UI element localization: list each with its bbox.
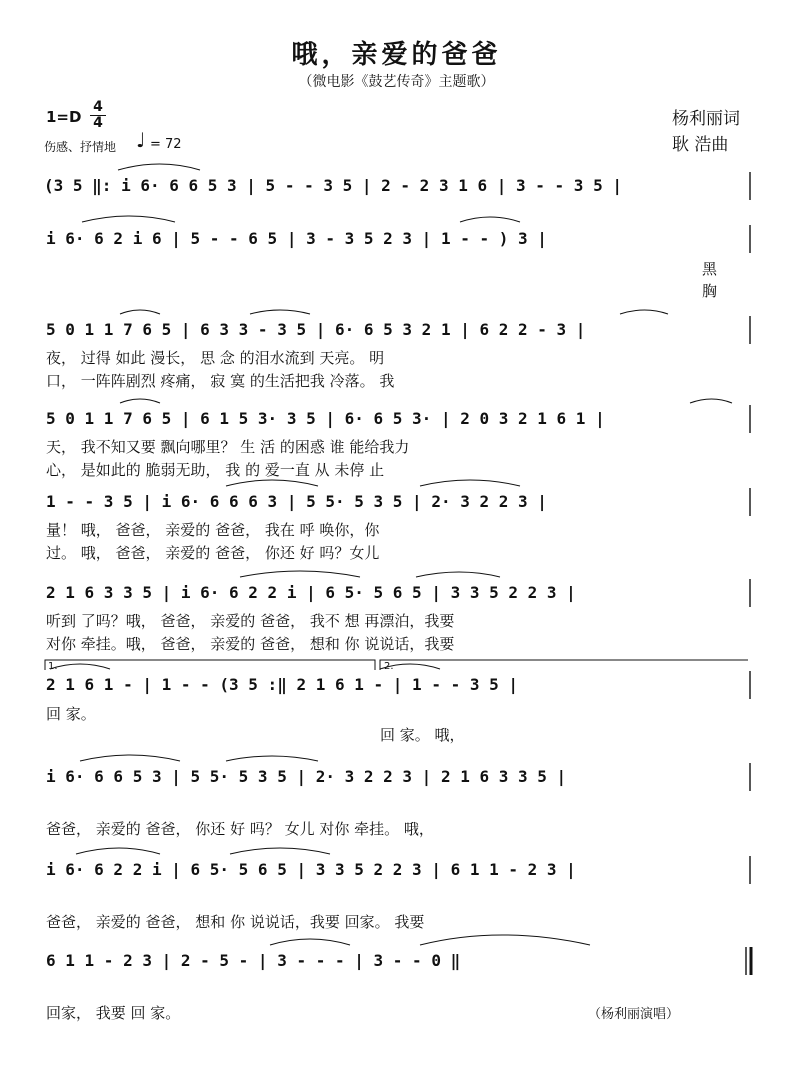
volta-1: 1.: [48, 661, 58, 672]
meter-top: 4: [93, 99, 103, 115]
staff-line-10: 6 1 1 - 2 3 | 2 - 5 - | 3 - - - | 3 - - 0 ‖: [46, 951, 461, 970]
staff-line-8: i 6· 6 6 5 3 | 5 5· 5 3 5 | 2· 3 2 2 3 | 2 1 6 3 3 5 |: [46, 767, 567, 786]
lyricist: 杨利丽词: [672, 109, 740, 129]
song-title: 哦，亲爱的爸爸: [291, 40, 502, 70]
staff-line-5: 1 - - 3 5 | i 6· 6 6 6 3 | 5 5· 5 3 5 | 2· 3 2 2 3 |: [46, 492, 547, 511]
expression-mark: 伤感、抒情地: [44, 140, 117, 154]
staff-line-4: 5 0 1 1 7 6 5 | 6 1 5 3· 3 5 | 6· 6 5 3· | 2 0 3 2 1 6 1 |: [46, 409, 605, 428]
staff-line-3: 5 0 1 1 7 6 5 | 6 3 3 - 3 5 | 6· 6 5 3 2 1 | 6 2 2 - 3 |: [46, 320, 586, 339]
lyric-line-2a: 黑: [702, 260, 718, 278]
staff-line-6: 2 1 6 3 3 5 | i 6· 6 2 2 i | 6 5· 5 6 5 | 3 3 5 2 2 3 |: [46, 583, 576, 602]
lyric-line-8: 爸爸， 亲爱的 爸爸， 你还 好 吗？ 女儿 对你 牵挂。 哦，: [46, 820, 434, 838]
lyric-line-5a: 量！ 哦， 爸爸， 亲爱的 爸爸， 我在 呼 唤你，你: [46, 521, 380, 539]
lyric-line-5b: 过。 哦， 爸爸， 亲爱的 爸爸， 你还 好 吗？女儿: [46, 544, 380, 562]
lyric-line-7b: 回 家。 哦，: [380, 726, 465, 744]
staff-line-7: 2 1 6 1 - | 1 - - (3 5 :‖ 2 1 6 1 - | 1 - - 3 5 |: [46, 675, 519, 694]
performer-credit: （杨利丽演唱）: [588, 1007, 680, 1022]
lyric-line-4b: 心， 是如此的 脆弱无助， 我 的 爱一直 从 未停 止: [46, 461, 385, 479]
staff-line-9: i 6· 6 2 2 i | 6 5· 5 6 5 | 3 3 5 2 2 3 | 6 1 1 - 2 3 |: [46, 860, 576, 879]
tempo-mark: = 72: [150, 137, 182, 152]
bar-lines: [746, 172, 751, 975]
lyric-line-3a: 夜， 过得 如此 漫长， 思 念 的泪水流到 天亮。 明: [46, 349, 385, 367]
slurs: [50, 164, 732, 945]
lyric-line-6b: 对你 牵挂。哦， 爸爸， 亲爱的 爸爸， 想和 你 说说话，我要: [46, 635, 455, 653]
key-signature: 1=D: [46, 108, 82, 126]
song-subtitle: （微电影《鼓艺传奇》主题歌）: [298, 74, 495, 90]
lyric-line-6a: 听到 了吗？哦， 爸爸， 亲爱的 爸爸， 我不 想 再漂泊，我要: [46, 612, 455, 630]
meter-bottom: 4: [90, 115, 106, 131]
lyric-line-10: 回家， 我要 回 家。: [46, 1004, 181, 1022]
volta-2: 2.: [384, 661, 394, 672]
lyric-line-3b: 口， 一阵阵剧烈 疼痛， 寂 寞 的生活把我 冷落。 我: [46, 372, 395, 390]
lyric-line-9: 爸爸， 亲爱的 爸爸， 想和 你 说说话，我要 回家。 我要: [46, 913, 425, 931]
quarter-note-icon: ♩: [136, 128, 146, 152]
staff-line-1: (3 5 ‖: i 6· 6 6 5 3 | 5 - - 3 5 | 2 - 2 3 1 6 | 3 - - 3 5 |: [44, 176, 622, 195]
lyric-line-4a: 天， 我不知又要 飘向哪里？ 生 活 的困惑 谁 能给我力: [46, 438, 410, 456]
lyric-line-2b: 胸: [702, 282, 718, 300]
composer: 耿 浩曲: [672, 135, 729, 155]
staff-line-2: i 6· 6 2 i 6 | 5 - - 6 5 | 3 - 3 5 2 3 | 1 - - ) 3 |: [46, 229, 547, 248]
lyric-line-7a: 回 家。: [46, 705, 96, 723]
